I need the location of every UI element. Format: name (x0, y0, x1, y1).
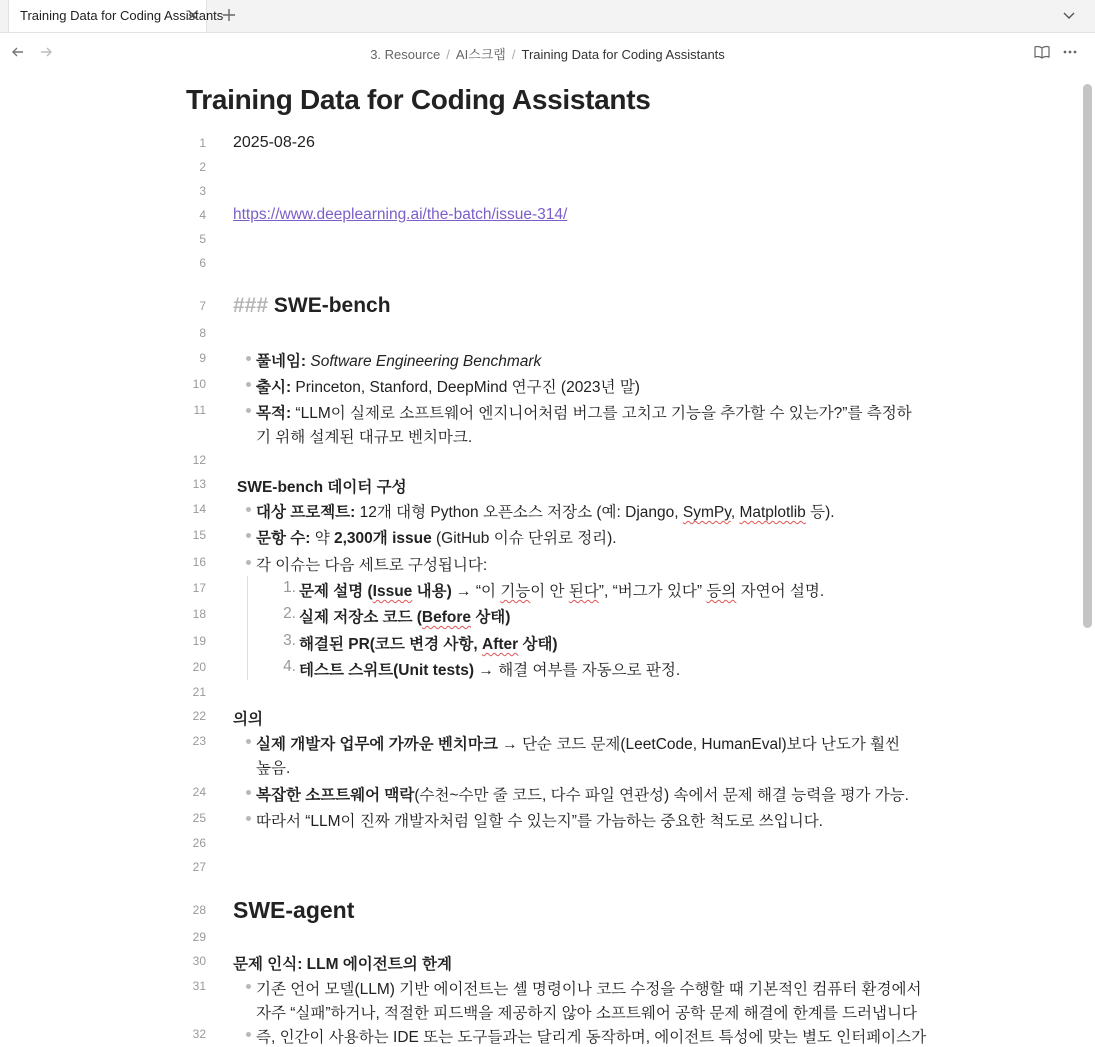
line-number: 18 (192, 607, 206, 621)
list-item-continuation[interactable]: 높음. (256, 760, 291, 777)
indent-guide (247, 576, 248, 680)
ordered-list-item[interactable]: 해결된 PR(코드 변경 사항, After 상태) (299, 636, 558, 653)
breadcrumb-current[interactable]: Training Data for Coding Assistants (521, 47, 725, 62)
section-label[interactable]: 의의 (233, 711, 263, 728)
line-number: 14 (192, 502, 206, 516)
line-number: 17 (192, 581, 206, 595)
ordered-list-item[interactable]: 실제 저장소 코드 (Before 상태) (299, 609, 511, 626)
line-number: 25 (192, 811, 206, 825)
ordered-list-number: 2. (283, 605, 296, 622)
more-options-icon[interactable] (1061, 43, 1079, 61)
list-item[interactable]: 따라서 “LLM이 진짜 개발자처럼 일할 수 있는지”를 가늠하는 중요한 척도로 쓰입니다. (256, 813, 823, 830)
line-number: 28 (192, 903, 206, 917)
view-header (0, 33, 1095, 71)
ordered-list-number: 4. (283, 658, 296, 675)
line-number: 1 (199, 136, 206, 150)
line-number: 5 (199, 232, 206, 246)
list-item[interactable]: 실제 개발자 업무에 가까운 벤치마크 → 단순 코드 문제(LeetCode, HumanEval)보다 난도가 훨씬 (256, 736, 901, 753)
line-number: 8 (199, 326, 206, 340)
line-number: 19 (192, 634, 206, 648)
bullet-icon (246, 507, 251, 512)
ordered-list-number: 1. (283, 579, 296, 596)
line-number: 6 (199, 256, 206, 270)
line-number: 10 (192, 377, 206, 391)
line-number: 13 (192, 477, 206, 491)
list-item-continuation[interactable]: 자주 “실패”하거나, 적절한 피드백을 제공하지 않아 소프트웨어 공학 문제 해결에 한계를 드러냅니다 (256, 1005, 917, 1022)
breadcrumb-subfolder[interactable]: AI스크랩 (455, 47, 506, 62)
heading-markup: ### (233, 294, 269, 317)
line-number: 29 (192, 930, 206, 944)
list-item[interactable]: 풀네임: Software Engineering Benchmark (256, 353, 542, 370)
source-link-text[interactable]: https://www.deeplearning.ai/the-batch/issue-314/ (233, 206, 568, 223)
bullet-icon (246, 408, 251, 413)
list-item[interactable]: 대상 프로젝트: 12개 대형 Python 오픈소스 저장소 (예: Django, SymPy, Matplotlib 등). (256, 504, 835, 521)
bullet-icon (246, 739, 251, 744)
bullet-icon (246, 533, 251, 538)
list-item-continuation[interactable]: 기 위해 설계된 대규모 벤치마크. (256, 429, 473, 446)
bullet-icon (246, 816, 251, 821)
section-label[interactable]: 문제 인식: LLM 에이전트의 한계 (233, 956, 452, 973)
bullet-icon (246, 382, 251, 387)
list-item[interactable]: 즉, 인간이 사용하는 IDE 또는 도구들과는 달리게 동작하며, 에이전트 특성에 맞는 별도 인터페이스가 (256, 1029, 927, 1046)
line-number: 11 (193, 403, 206, 417)
heading-swe-bench[interactable] (233, 294, 391, 318)
bullet-icon (246, 790, 251, 795)
line-number: 31 (192, 979, 206, 993)
breadcrumb-folder[interactable]: 3. Resource (370, 47, 441, 62)
line-number: 2 (199, 160, 206, 174)
plus-icon[interactable] (220, 6, 238, 24)
line-number: 32 (192, 1027, 206, 1041)
section-label[interactable]: SWE-bench 데이터 구성 (237, 479, 407, 496)
close-icon[interactable] (185, 7, 201, 23)
line-number: 15 (192, 528, 206, 542)
breadcrumb: 3. Resource / AI스크랩 / Training Data for Coding Assistants (370, 47, 725, 62)
line-number: 24 (192, 785, 206, 799)
bullet-icon (246, 356, 251, 361)
ordered-list-number: 3. (283, 632, 296, 649)
tab-title: Training Data for Coding Assistants (20, 8, 224, 23)
list-item[interactable]: 목적: “LLM이 실제로 소프트웨어 엔지니어처럼 버그를 고치고 기능을 추가할 수 있는가?”를 측정하 (256, 405, 912, 422)
source-link[interactable] (233, 206, 567, 224)
list-item[interactable]: 기존 언어 모델(LLM) 기반 에이전트는 셸 명령이나 코드 수정을 수행할 때 기본적인 컴퓨터 환경에서 (256, 981, 922, 998)
tab-note[interactable] (8, 0, 224, 32)
line-number: 20 (192, 660, 206, 674)
line-number: 21 (192, 685, 206, 699)
list-item[interactable]: 출시: Princeton, Stanford, DeepMind 연구진 (2023년 말) (256, 379, 640, 396)
scrollbar-thumb[interactable] (1083, 84, 1092, 628)
ordered-list-item[interactable]: 테스트 스위트(Unit tests) → 해결 여부를 자동으로 판정. (299, 662, 681, 679)
line-number: 22 (192, 709, 206, 723)
list-item[interactable]: 각 이슈는 다음 세트로 구성됩니다: (256, 557, 488, 574)
tab-bar (0, 0, 1095, 33)
heading-swe-agent[interactable]: SWE-agent (233, 897, 355, 923)
line-number: 16 (192, 555, 206, 569)
book-open-icon[interactable] (1033, 43, 1051, 61)
line-number: 12 (192, 453, 206, 467)
line-number: 7 (199, 299, 206, 313)
line-number: 30 (192, 954, 206, 968)
date-line[interactable]: 2025-08-26 (233, 134, 315, 151)
chevron-down-icon[interactable] (1061, 7, 1077, 23)
bullet-icon (246, 1032, 251, 1037)
note-title[interactable]: Training Data for Coding Assistants (186, 84, 651, 115)
bullet-icon (246, 984, 251, 989)
line-number: 27 (192, 860, 206, 874)
ordered-list-item[interactable]: 문제 설명 (Issue 내용) → “이 기능이 안 된다”, “버그가 있다” 등의 자연어 설명. (299, 583, 825, 600)
line-number: 23 (192, 734, 206, 748)
line-number: 3 (199, 184, 206, 198)
heading-text: SWE-bench (273, 294, 391, 317)
list-item[interactable]: 복잡한 소프트웨어 맥락(수천~수만 줄 코드, 다수 파일 연관성) 속에서 문제 해결 능력을 평가 가능. (256, 787, 909, 804)
line-number: 9 (199, 351, 206, 365)
list-item[interactable]: 문항 수: 약 2,300개 issue (GitHub 이슈 단위로 정리). (256, 530, 617, 547)
line-number: 4 (199, 208, 206, 222)
bullet-icon (246, 560, 251, 565)
line-number: 26 (192, 836, 206, 850)
